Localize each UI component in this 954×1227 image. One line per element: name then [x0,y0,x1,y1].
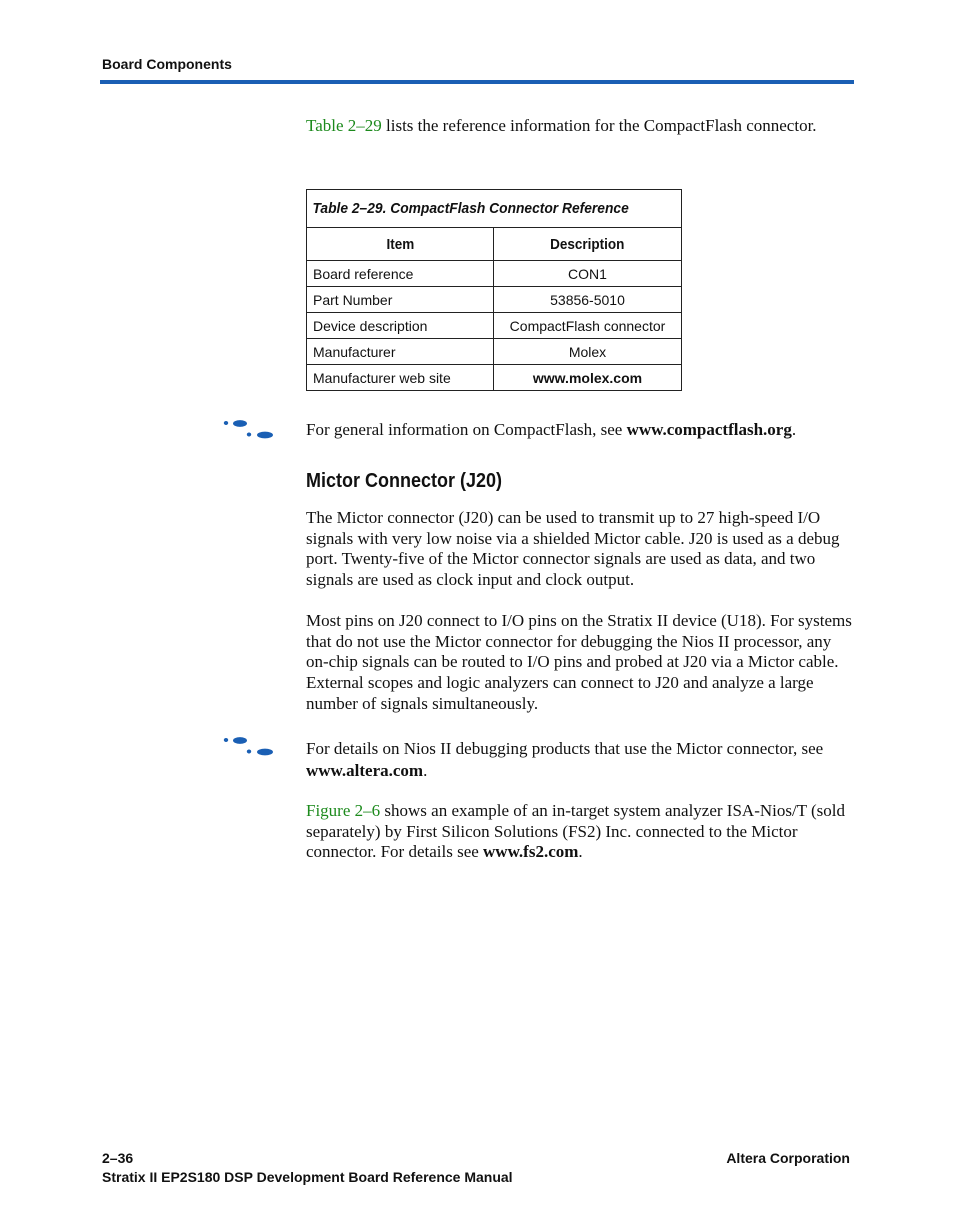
fs2-url[interactable]: www.fs2.com [483,842,579,862]
note-text: For general information on CompactFlash, see [306,420,627,439]
section-heading: Mictor Connector (J20) [306,470,503,492]
figure-link[interactable]: Figure 2–6 [306,801,381,820]
mictor-paragraph-1: The Mictor connector (J20) can be used to transmit up to 27 high-speed I/O signals with very low noise via a shielded Mictor cable. J20 is used as a debug port. Twenty-five of the Mictor connector signals are used as data, and two signals are used as clock input and clock output. [306,508,840,590]
table-row [307,365,682,391]
column-header-description: Description [494,228,682,261]
intro-text: lists the reference information for the CompactFlash connector. [381,116,817,135]
item-cell: Device description [307,313,494,339]
figure-paragraph-text: shows an example of an in-target system analyzer ISA-Nios/T (sold separately) by First Silicon Solutions (FS2) Inc. connected to the Mictor connector. For details see [306,801,846,862]
running-header: Board Components [102,56,232,72]
item-cell: Manufacturer web site [307,365,494,391]
manual-title: Stratix II EP2S180 DSP Development Board Reference Manual [102,1169,513,1185]
company-name: Altera Corporation [726,1150,850,1166]
intro-paragraph [306,116,854,137]
table-row [307,261,682,287]
note-compactflash [306,420,854,441]
table-caption: Table 2–29. CompactFlash Connector Reference [307,190,682,228]
description-cell: Molex [494,339,682,365]
description-cell: www.molex.com [494,365,682,391]
footprints-icon [222,737,276,757]
footprints-icon [222,420,276,440]
column-header-item: Item [307,228,494,261]
mictor-paragraph-2: Most pins on J20 connect to I/O pins on the Stratix II device (U18). For systems that do not use the Mictor connector for debugging the Nios II processor, any on-chip signals can be routed to I/O pins and probed at J20 via a Mictor cable. External scopes and logic analyzers can connect to J20 and analyze a large number of signals simultaneously. [306,611,852,713]
item-cell: Board reference [307,261,494,287]
note-nios-debugging [306,738,854,782]
compactflash-reference-table [306,189,682,391]
table-row [307,313,682,339]
item-cell: Part Number [307,287,494,313]
table-link[interactable]: Table 2–29 [306,116,382,135]
table-row [307,339,682,365]
description-cell: CompactFlash connector [494,313,682,339]
page-number: 2–36 [102,1150,134,1166]
description-cell: CON1 [494,261,682,287]
note-end: . [791,420,797,439]
figure-paragraph [306,801,854,863]
item-cell: Manufacturer [307,339,494,365]
compactflash-url[interactable]: www.compactflash.org [626,420,792,439]
figure-paragraph-end: . [578,842,583,862]
header-rule [100,80,854,84]
description-cell: 53856-5010 [494,287,682,313]
table-row [307,287,682,313]
note-text: For details on Nios II debugging products that use the Mictor connector, see [306,739,824,758]
altera-url[interactable]: www.altera.com [306,761,424,780]
note-end: . [423,761,428,780]
